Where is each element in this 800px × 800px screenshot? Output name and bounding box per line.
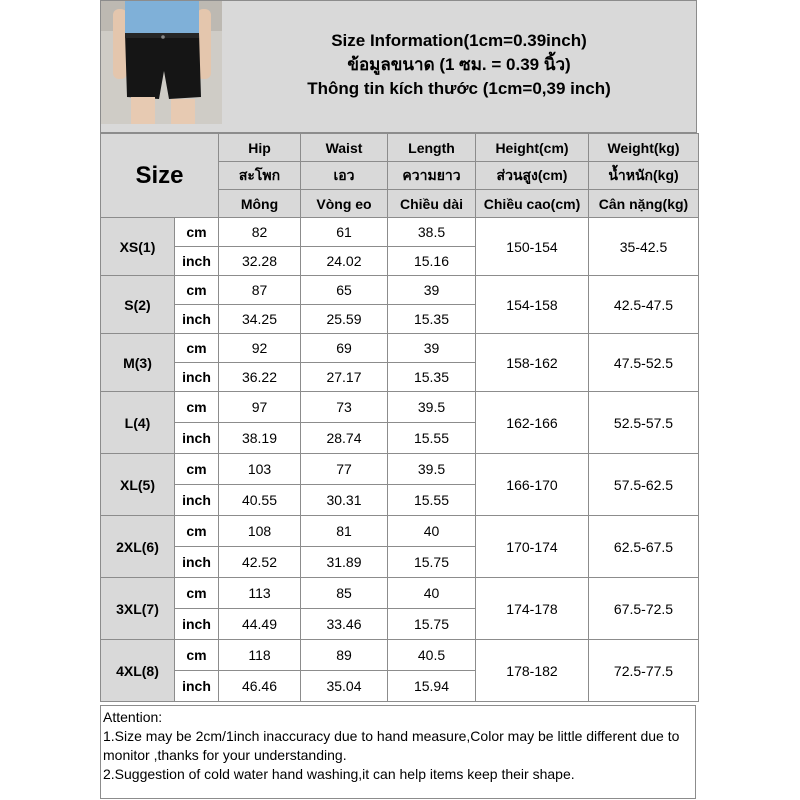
length-value: 15.75: [388, 609, 476, 640]
weight-range: 42.5-47.5: [589, 276, 699, 334]
waist-value: 25.59: [301, 305, 388, 334]
hip-value: 42.52: [219, 547, 301, 578]
table-row: [101, 276, 699, 305]
hip-value: 113: [219, 578, 301, 609]
unit-label: inch: [175, 547, 219, 578]
notes-line-2: 2.Suggestion of cold water hand washing,it can help items keep their shape.: [103, 766, 575, 782]
col-height-vi: Chiều cao(cm): [476, 190, 589, 218]
height-range: 154-158: [476, 276, 589, 334]
weight-range: 67.5-72.5: [589, 578, 699, 640]
height-range: 150-154: [476, 218, 589, 276]
waist-value: 27.17: [301, 363, 388, 392]
product-photo: [101, 1, 222, 124]
hip-value: 118: [219, 640, 301, 671]
length-value: 15.55: [388, 485, 476, 516]
unit-label: cm: [175, 334, 219, 363]
col-height-th: ส่วนสูง(cm): [476, 162, 589, 190]
weight-range: 52.5-57.5: [589, 392, 699, 454]
notes-heading: Attention:: [103, 709, 163, 725]
hip-value: 82: [219, 218, 301, 247]
unit-label: cm: [175, 578, 219, 609]
hip-value: 32.28: [219, 247, 301, 276]
size-label: S(2): [101, 276, 175, 334]
title-english: Size Information(1cm=0.39inch): [331, 31, 587, 50]
col-weight-en: Weight(kg): [589, 134, 699, 162]
hip-value: 97: [219, 392, 301, 423]
height-range: 158-162: [476, 334, 589, 392]
length-value: 39.5: [388, 392, 476, 423]
size-label: 3XL(7): [101, 578, 175, 640]
weight-range: 35-42.5: [589, 218, 699, 276]
col-length-vi: Chiều dài: [388, 190, 476, 218]
length-value: 40.5: [388, 640, 476, 671]
weight-range: 72.5-77.5: [589, 640, 699, 702]
waist-value: 89: [301, 640, 388, 671]
size-label: XL(5): [101, 454, 175, 516]
waist-value: 77: [301, 454, 388, 485]
unit-label: inch: [175, 485, 219, 516]
unit-label: inch: [175, 305, 219, 334]
unit-label: cm: [175, 218, 219, 247]
waist-value: 33.46: [301, 609, 388, 640]
col-hip-vi: Mông: [219, 190, 301, 218]
length-value: 15.16: [388, 247, 476, 276]
table-row: [101, 578, 699, 609]
title-block: [222, 29, 696, 101]
length-value: 38.5: [388, 218, 476, 247]
unit-label: cm: [175, 516, 219, 547]
length-value: 39: [388, 334, 476, 363]
size-table: [100, 133, 699, 702]
size-chart-header: [100, 0, 697, 133]
hip-value: 38.19: [219, 423, 301, 454]
col-hip-en: Hip: [219, 134, 301, 162]
length-value: 15.75: [388, 547, 476, 578]
waist-value: 35.04: [301, 671, 388, 702]
length-value: 15.35: [388, 305, 476, 334]
hip-value: 92: [219, 334, 301, 363]
table-row: [101, 640, 699, 671]
unit-label: cm: [175, 392, 219, 423]
height-range: 166-170: [476, 454, 589, 516]
hip-value: 103: [219, 454, 301, 485]
size-label: L(4): [101, 392, 175, 454]
size-label: 2XL(6): [101, 516, 175, 578]
length-value: 15.55: [388, 423, 476, 454]
waist-value: 69: [301, 334, 388, 363]
header-row-english: [101, 134, 699, 162]
col-weight-vi: Cân nặng(kg): [589, 190, 699, 218]
length-value: 39: [388, 276, 476, 305]
col-waist-vi: Vòng eo: [301, 190, 388, 218]
size-label: XS(1): [101, 218, 175, 276]
length-value: 15.94: [388, 671, 476, 702]
table-row: [101, 454, 699, 485]
waist-value: 28.74: [301, 423, 388, 454]
model-wearing-black-shorts-photo: [101, 1, 222, 124]
weight-range: 62.5-67.5: [589, 516, 699, 578]
length-value: 40: [388, 516, 476, 547]
waist-value: 73: [301, 392, 388, 423]
waist-value: 31.89: [301, 547, 388, 578]
height-range: 162-166: [476, 392, 589, 454]
hip-value: 44.49: [219, 609, 301, 640]
col-length-th: ความยาว: [388, 162, 476, 190]
weight-range: 57.5-62.5: [589, 454, 699, 516]
unit-label: inch: [175, 609, 219, 640]
hip-value: 108: [219, 516, 301, 547]
hip-value: 46.46: [219, 671, 301, 702]
size-chart: [100, 0, 698, 800]
table-row: [101, 516, 699, 547]
waist-value: 30.31: [301, 485, 388, 516]
hip-value: 34.25: [219, 305, 301, 334]
length-value: 15.35: [388, 363, 476, 392]
height-range: 174-178: [476, 578, 589, 640]
length-value: 39.5: [388, 454, 476, 485]
length-value: 40: [388, 578, 476, 609]
title-thai: ข้อมูลขนาด (1 ซม. = 0.39 นิ้ว): [347, 55, 571, 74]
waist-value: 85: [301, 578, 388, 609]
col-height-en: Height(cm): [476, 134, 589, 162]
col-weight-th: น้ำหนัก(kg): [589, 162, 699, 190]
size-label: 4XL(8): [101, 640, 175, 702]
col-length-en: Length: [388, 134, 476, 162]
col-waist-en: Waist: [301, 134, 388, 162]
size-column-header: Size: [101, 134, 219, 218]
unit-label: cm: [175, 640, 219, 671]
waist-value: 65: [301, 276, 388, 305]
col-waist-th: เอว: [301, 162, 388, 190]
notes-line-1: 1.Size may be 2cm/1inch inaccuracy due to hand measure,Color may be little different due to monitor ,thanks for your understanding.: [103, 728, 680, 763]
hip-value: 40.55: [219, 485, 301, 516]
col-hip-th: สะโพก: [219, 162, 301, 190]
unit-label: inch: [175, 363, 219, 392]
table-row: [101, 392, 699, 423]
waist-value: 24.02: [301, 247, 388, 276]
size-label: M(3): [101, 334, 175, 392]
unit-label: inch: [175, 671, 219, 702]
hip-value: 36.22: [219, 363, 301, 392]
waist-value: 61: [301, 218, 388, 247]
waist-value: 81: [301, 516, 388, 547]
table-row: [101, 334, 699, 363]
unit-label: cm: [175, 454, 219, 485]
hip-value: 87: [219, 276, 301, 305]
height-range: 170-174: [476, 516, 589, 578]
weight-range: 47.5-52.5: [589, 334, 699, 392]
unit-label: inch: [175, 423, 219, 454]
attention-notes: [100, 705, 696, 799]
table-row: [101, 218, 699, 247]
unit-label: inch: [175, 247, 219, 276]
unit-label: cm: [175, 276, 219, 305]
height-range: 178-182: [476, 640, 589, 702]
title-vietnamese: Thông tin kích thước (1cm=0,39 inch): [307, 79, 611, 98]
